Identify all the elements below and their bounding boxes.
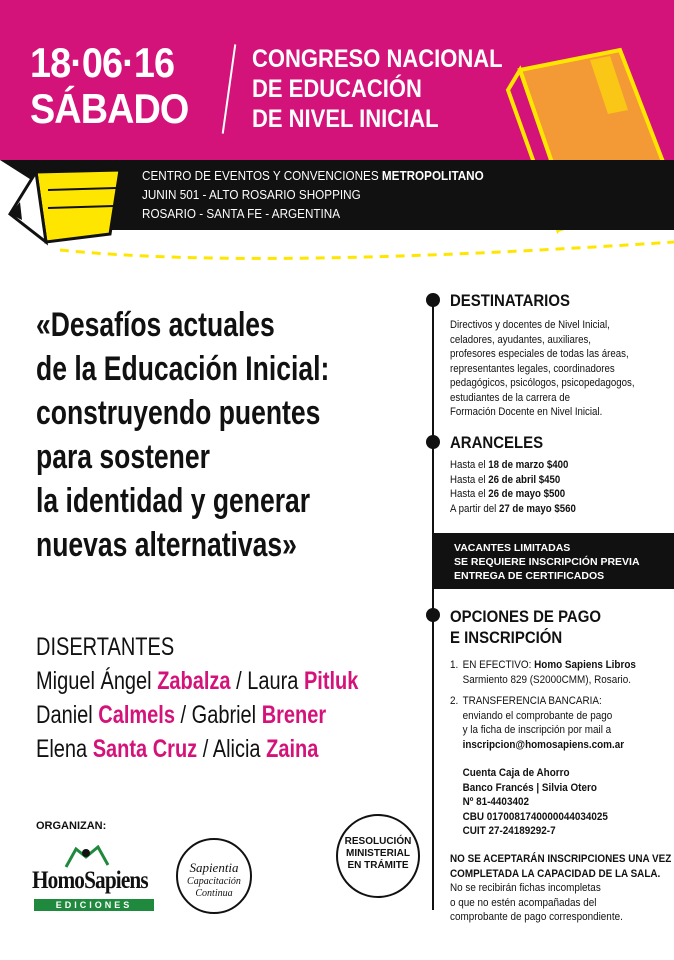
bank-line: Nº 81-4403402: [462, 796, 529, 808]
destinatarios-line: pedagógicos, psicólogos, psicopedagogos,: [450, 377, 635, 389]
pago-email[interactable]: inscripcion@homosapiens.com.ar: [462, 738, 625, 751]
pago-item-1: [450, 658, 636, 687]
dashed-path-decoration: [0, 228, 674, 268]
homo-sapiens-logo: [32, 845, 162, 915]
pago-item-label: EN EFECTIVO:: [462, 659, 535, 671]
speaker-last-name: Zabalza: [157, 667, 231, 695]
speaker-first-name: Gabriel: [191, 701, 262, 729]
notice-line: comprobante de pago correspondiente.: [450, 911, 623, 923]
speaker-separator: /: [230, 667, 248, 695]
pago-item-bold: Homo Sapiens Libros: [534, 659, 636, 671]
speakers-row-3: [36, 732, 358, 766]
speakers-row-2: [36, 698, 358, 732]
speaker-first-name: Elena: [36, 735, 93, 763]
bank-line: Banco Francés | Silvia Otero: [462, 781, 597, 794]
title-line-3: construyendo puentes: [36, 394, 321, 432]
destinatarios-line: representantes legales, coordinadores: [450, 362, 615, 375]
notice-line: No se recibirán fichas incompletas: [450, 882, 601, 894]
speakers-heading: DISERTANTES: [36, 633, 175, 661]
destinatarios-text: [450, 318, 635, 420]
event-date: [30, 40, 188, 132]
sapientia-line-2: Capacitación: [187, 876, 241, 887]
vacantes-line-2: SE REQUIERE INSCRIPCIÓN PREVIA: [454, 556, 640, 568]
resolucion-line-3: EN TRÁMITE: [347, 860, 409, 871]
speakers-section: [36, 630, 358, 766]
bank-line: CBU 0170081740000044034025: [462, 810, 608, 823]
speaker-first-name: Daniel: [36, 701, 99, 729]
speaker-last-name: Brener: [261, 701, 327, 729]
venue-info: [142, 166, 484, 223]
bank-line: Cuenta Caja de Ahorro: [462, 767, 570, 779]
arancel-prefix: Hasta el: [450, 488, 489, 500]
sapientia-logo: [176, 838, 252, 914]
resolucion-badge: [336, 814, 420, 898]
destinatarios-heading: DESTINATARIOS: [450, 291, 570, 310]
bank-details: [450, 766, 608, 839]
venue-line-2: JUNIN 501 - ALTO ROSARIO SHOPPING: [142, 187, 361, 202]
pago-heading-line-1: OPCIONES DE PAGO: [450, 607, 602, 626]
speaker-last-name: Zaina: [266, 735, 319, 763]
speaker-last-name: Pitluk: [303, 667, 359, 695]
congress-line-1: CONGRESO NACIONAL: [252, 45, 503, 73]
speaker-first-name: Alicia: [212, 735, 267, 763]
congress-line-2: DE EDUCACIÓN: [252, 75, 422, 103]
notice-line: o que no estén acompañadas del: [450, 896, 597, 909]
destinatarios-line: profesores especiales de todas las áreas,: [450, 348, 629, 360]
speakers-row-1: [36, 664, 358, 698]
title-line-4: para sostener: [36, 438, 210, 476]
congress-title: [252, 44, 503, 134]
bullet-dot: [426, 435, 440, 449]
bullet-dot: [426, 293, 440, 307]
pago-item-address: Sarmiento 829 (S2000CMM), Rosario.: [462, 673, 631, 686]
venue-name-prefix: CENTRO DE EVENTOS Y CONVENCIONES: [142, 168, 382, 183]
pago-item-number: 1.: [450, 659, 459, 671]
vacantes-line-3: ENTREGA DE CERTIFICADOS: [454, 570, 605, 582]
notice-bold-line: NO SE ACEPTARÁN INSCRIPCIONES UNA VEZ: [450, 853, 672, 865]
arancel-row: [450, 473, 576, 488]
main-title: [36, 303, 332, 567]
resolucion-line-1: RESOLUCIÓN: [344, 836, 412, 847]
resolucion-line-2: MINISTERIAL: [346, 848, 410, 859]
notice-bold-line: COMPLETADA LA CAPACIDAD DE LA SALA.: [450, 867, 661, 880]
timeline-line: [432, 298, 434, 910]
bank-line: CUIT 27-24189292-7: [462, 825, 556, 837]
arancel-prefix: A partir del: [450, 502, 499, 515]
vacantes-line-1: VACANTES LIMITADAS: [454, 542, 571, 554]
venue-line-1: [142, 166, 484, 185]
aranceles-list: [450, 458, 576, 516]
destinatarios-line: Directivos y docentes de Nivel Inicial,: [450, 319, 610, 331]
vacantes-box: [432, 533, 674, 589]
aranceles-heading: ARANCELES: [450, 433, 544, 452]
sapientia-name: Sapientia: [189, 860, 239, 875]
arancel-value: 26 de abril $450: [488, 473, 561, 486]
speaker-last-name: Calmels: [98, 701, 175, 729]
organizers-label: ORGANIZAN:: [36, 820, 107, 832]
destinatarios-line: celadores, ayudantes, auxiliares,: [450, 333, 591, 346]
arancel-prefix: Hasta el: [450, 473, 489, 486]
destinatarios-line: estudiantes de la carrera de: [450, 391, 571, 404]
homo-sapiens-name: HomoSapiens: [32, 867, 148, 894]
speaker-separator: /: [197, 735, 213, 763]
title-line-6: nuevas alternativas»: [36, 526, 297, 564]
arancel-value: 18 de marzo $400: [488, 459, 569, 471]
bullet-dot: [426, 608, 440, 622]
title-line-5: la identidad y generar: [36, 482, 311, 520]
speaker-first-name: Miguel Ángel: [36, 667, 158, 695]
pago-item-2: [450, 694, 624, 752]
title-line-2: de la Educación Inicial:: [36, 350, 330, 388]
day-text: SÁBADO: [30, 85, 189, 132]
arancel-value: 27 de mayo $560: [498, 502, 576, 515]
arancel-value: 26 de mayo $500: [488, 488, 566, 500]
pago-heading-line-2: E INSCRIPCIÓN: [450, 628, 563, 647]
venue-name-bold: METROPOLITANO: [381, 168, 484, 183]
arancel-row: [450, 487, 576, 502]
congress-line-3: DE NIVEL INICIAL: [252, 105, 439, 133]
pago-item-label: TRANSFERENCIA BANCARIA:: [462, 695, 602, 707]
pago-item-line: y la ficha de inscripción por mail a: [462, 724, 612, 736]
pago-item-number: 2.: [450, 695, 459, 707]
pago-item-line: enviando el comprobante de pago: [462, 709, 613, 722]
speaker-last-name: Santa Cruz: [92, 735, 198, 763]
title-line-1: «Desafíos actuales: [36, 306, 275, 344]
pago-heading: [450, 606, 601, 648]
notice: [450, 852, 671, 925]
date-text: 18·06·16: [30, 39, 175, 86]
homo-sapiens-sub: EDICIONES: [34, 899, 154, 911]
arancel-row: [450, 502, 576, 517]
speaker-separator: /: [174, 701, 192, 729]
arancel-row: [450, 458, 576, 473]
speaker-first-name: Laura: [247, 667, 304, 695]
sapientia-line-3: Continua: [195, 888, 233, 899]
destinatarios-line: Formación Docente en Nivel Inicial.: [450, 406, 603, 418]
venue-line-3: ROSARIO - SANTA FE - ARGENTINA: [142, 206, 341, 221]
arancel-prefix: Hasta el: [450, 459, 489, 471]
